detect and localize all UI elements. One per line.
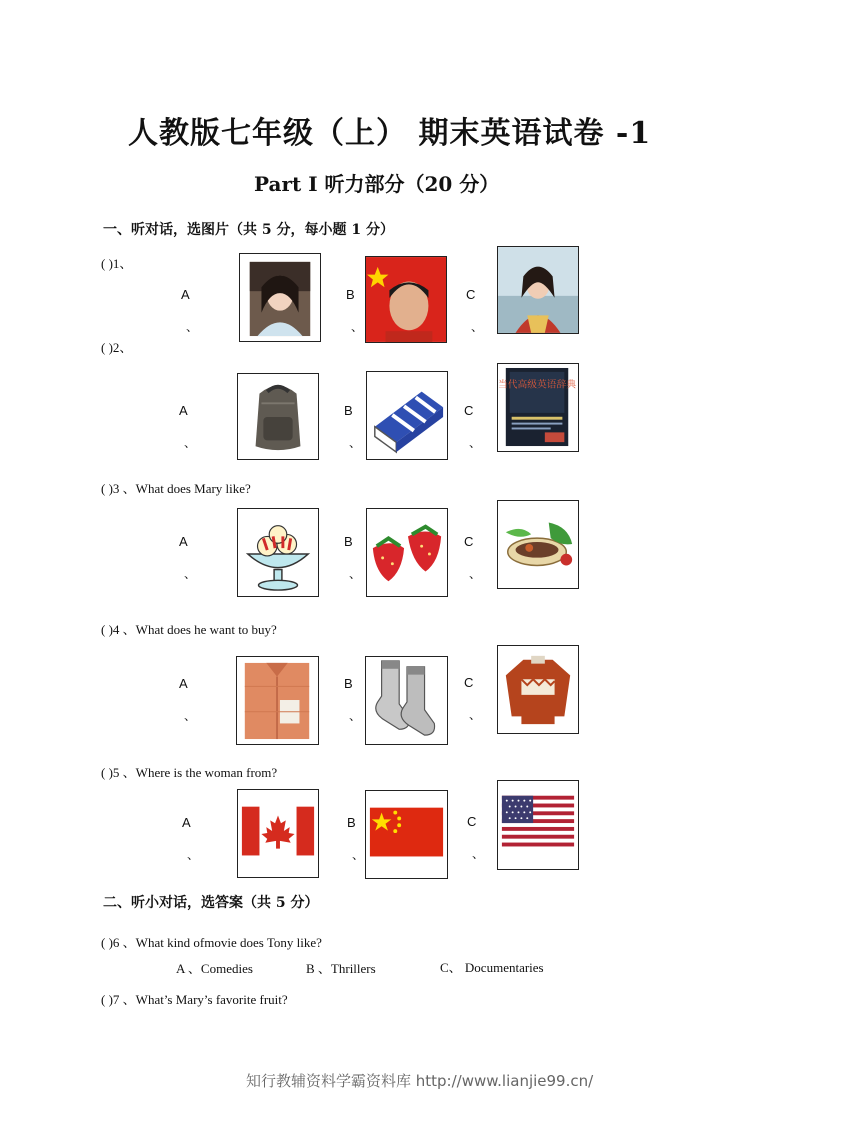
- separator: 、: [186, 320, 199, 334]
- separator: 、: [349, 436, 362, 450]
- eraser-image: [366, 371, 448, 460]
- question-2: [101, 337, 132, 356]
- option-c-label: C: [464, 675, 474, 690]
- salad-image: [497, 500, 579, 589]
- question-text: 6 、What kind ofmovie does Tony like?: [112, 935, 322, 950]
- backpack-image: [237, 373, 319, 460]
- option-a-label: A: [179, 676, 188, 691]
- answer-bracket: ( ): [101, 622, 113, 637]
- answer-bracket: ( ): [101, 481, 113, 496]
- question-text: 1、: [112, 256, 133, 271]
- question-text: 7 、What’s Mary’s favorite fruit?: [112, 992, 288, 1007]
- canada-flag-image: [237, 789, 319, 878]
- option-c-label: C: [467, 814, 477, 829]
- option-b-label: B: [347, 815, 356, 830]
- separator: 、: [469, 708, 482, 722]
- separator: 、: [349, 709, 362, 723]
- answer-bracket: ( ): [101, 256, 113, 271]
- option-b-label: B: [346, 287, 355, 302]
- page-title: 人教版七年级（上） 期末英语试卷 -1: [128, 116, 652, 151]
- section-heading-2: 二、听小对话，选答案（共 5 分）: [103, 895, 319, 911]
- china-flag-image: [365, 790, 448, 879]
- woman-portrait-image: [239, 253, 321, 342]
- q6-choice-c: C、 Documentaries: [440, 960, 544, 975]
- separator: 、: [184, 709, 197, 723]
- separator: 、: [469, 567, 482, 581]
- question-text: 2、: [112, 340, 133, 355]
- ice-cream-image: [237, 508, 319, 597]
- option-b-label: B: [344, 403, 353, 418]
- dictionary-image: [497, 363, 579, 452]
- separator: 、: [349, 567, 362, 581]
- question-7: [101, 989, 288, 1008]
- q6-choice-a: A 、Comedies: [176, 961, 253, 976]
- option-c-label: C: [466, 287, 476, 302]
- q6-choice-b: B 、Thrillers: [306, 961, 376, 976]
- question-text: 5 、Where is the woman from?: [112, 765, 278, 780]
- separator: 、: [352, 848, 365, 862]
- option-a-label: A: [179, 534, 188, 549]
- option-c-label: C: [464, 403, 474, 418]
- option-b-label: B: [344, 534, 353, 549]
- dictionary-cover-text: 当代高级英语辞典: [498, 379, 577, 391]
- strawberries-image: [366, 508, 448, 597]
- separator: 、: [469, 436, 482, 450]
- woman-in-costume-image: [497, 246, 579, 334]
- question-3: [101, 478, 251, 497]
- question-6: [101, 932, 322, 951]
- young-man-with-flag-image: [365, 256, 447, 343]
- option-a-label: A: [182, 815, 191, 830]
- option-a-label: A: [179, 403, 188, 418]
- part-heading: Part Ⅰ 听力部分（20 分）: [254, 172, 500, 196]
- question-4: [101, 619, 277, 638]
- option-a-label: A: [181, 287, 190, 302]
- sweater-image: [497, 645, 579, 734]
- separator: 、: [184, 567, 197, 581]
- answer-bracket: ( ): [101, 765, 113, 780]
- separator: 、: [471, 320, 484, 334]
- option-c-label: C: [464, 534, 474, 549]
- usa-flag-image: [497, 780, 579, 870]
- separator: 、: [351, 320, 364, 334]
- footer-watermark: 知行教辅资料学霸资料库 http://www.lianjie99.cn/: [246, 1072, 594, 1090]
- section-heading-1: 一、听对话，选图片（共 5 分，每小题 1 分）: [103, 222, 394, 238]
- answer-bracket: ( ): [101, 935, 113, 950]
- answer-bracket: ( ): [101, 340, 113, 355]
- socks-image: [365, 656, 448, 745]
- separator: 、: [184, 436, 197, 450]
- question-5: [101, 762, 277, 781]
- question-text: 3 、What does Mary like?: [112, 481, 251, 496]
- separator: 、: [472, 847, 485, 861]
- shirt-image: [236, 656, 319, 745]
- question-1: [101, 253, 132, 272]
- separator: 、: [187, 848, 200, 862]
- question-text: 4 、What does he want to buy?: [112, 622, 277, 637]
- option-b-label: B: [344, 676, 353, 691]
- answer-bracket: ( ): [101, 992, 113, 1007]
